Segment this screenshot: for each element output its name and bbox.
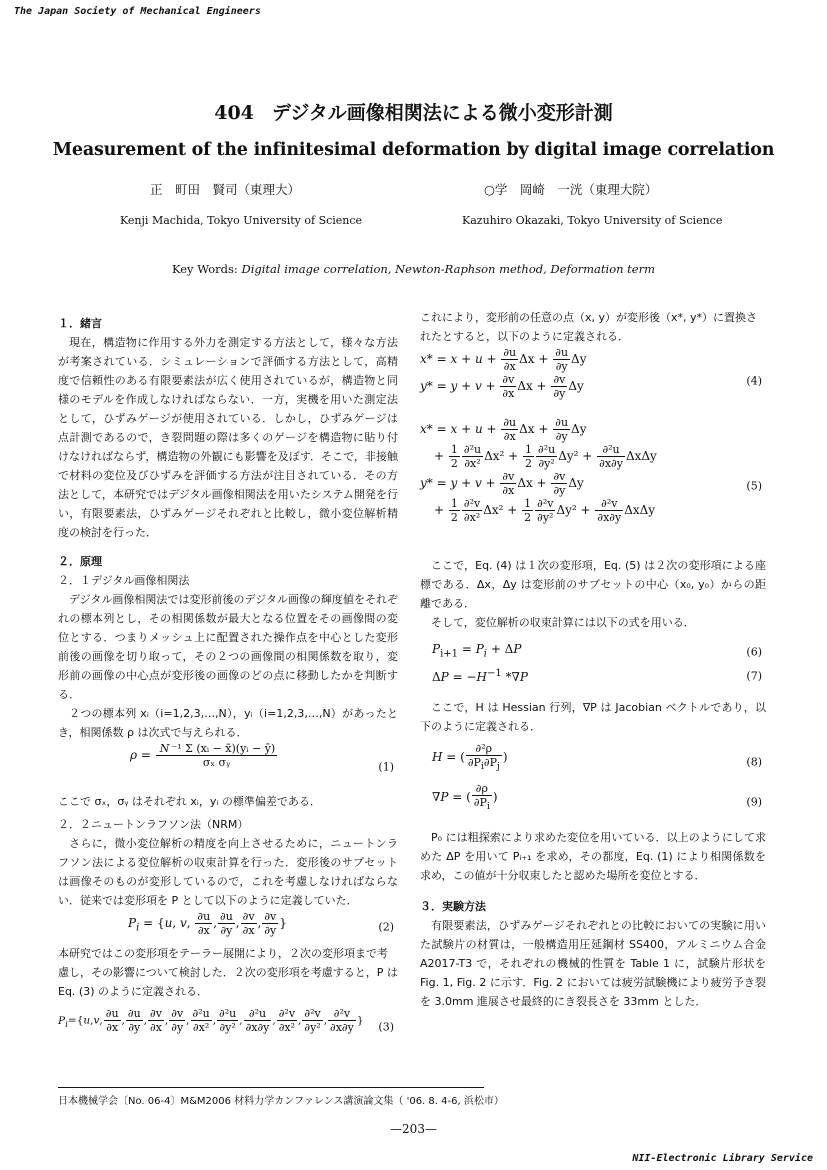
equation-5-number: (5)	[746, 479, 762, 493]
right-column	[420, 308, 766, 1011]
experiment-paragraph: 有限要素法，ひずみゲージそれぞれとの比較においての実験に用いた試験片の材質は，一般構造用圧延鋼材 SS400，アルミニウム合金 A2017-T3 で，それぞれの機械的性質を Table 1 に，試験片形状を Fig. 1, Fig. 2 に示す．Fig. 2 においては疲労試験機により疲労予き裂を 3.0mm 進展させ最終的にき裂長さを 33mm とした．	[420, 919, 766, 1008]
std-paragraph: ここで σₓ，σᵧ はそれぞれ xᵢ，yᵢ の標準偏差である．	[58, 795, 321, 808]
society-header: The Japan Society of Mechanical Engineers	[14, 6, 261, 17]
equation-5: x* = x + u + $\frac{\partial u}{\partial x}$ Δx + $\frac{\partial u}{\partial y}$ Δy + $\frac{1}{2}$ $\frac{\text{∂²u}}{\text{∂x²}}$ Δx² + $\frac{1}{2}$ $\frac{\text{∂²u}}{\text{∂y²}}$ Δy² + $\frac{\text{∂²u}}{\partial x\partial y}$ ΔxΔy y* = y + v + $\frac{\partial v}{\partial x}$ Δx + $\frac{\partial v}{\partial y}$ Δy + $\frac{1}{2}$ $\frac{\text{∂²v}}{\text{∂x²}}$ Δx² + $\frac{1}{2}$ $\frac{\text{∂²v}}{\text{∂y²}}$ Δy² + $\frac{\text{∂²v}}{\partial x\partial y}$ ΔxΔy (5)	[420, 416, 762, 524]
footnote-rule	[58, 1087, 484, 1088]
paper-title	[0, 98, 827, 125]
subsection-dic-heading: ２．１デジタル画像相関法	[58, 574, 190, 587]
author-2-ja: ○学 岡崎 一洸（東理大院）	[484, 182, 658, 197]
intro-paragraph: 現在，構造物に作用する外力を測定する方法として，様々な方法が考案されている．シミュレーションで評価する方法として，高精度で信頼性のある有限要素法が広く使用されているが，構造物と同様のモデルを作成しなければならない．一方，実機を用いた測定法として，ひずみゲージが使用されている．しかし，ひずみゲージは点計測であるので，き裂問題の際は多くのゲージを構造物に貼り付けなければならず，構造物の外観にも影響を及ぼす．そこで，非接触で材料の変位及びひずみを評価する方法が注目されている．その方法として，本研究ではデジタル画像相関法を用いたシステム開発を行い，有限要素法，ひずみゲージそれぞれと比較し，微小変位解析精度の検討を行った．	[58, 336, 398, 539]
paper-number: 404	[214, 102, 254, 124]
keywords	[0, 262, 827, 276]
equation-9: ∇P = ( $\frac{\partial\rho}{\partial P_i}$ ) (9)	[432, 782, 762, 813]
dic-paragraph: デジタル画像相関法では変形前後のデジタル画像の輝度値をそれぞれの標本列とし，その相関係数が最大となる位置をその画像間の変位とする．つまりメッシュ上に配置された操作点を中心とした変形前後の画像を切り取って，その２つの画像間の相関係数を取り，変形前の画像の中心点が変形後の画像のどの点に移動したかを判断する．	[58, 593, 398, 701]
keywords-label: Key Words:	[171, 262, 242, 276]
equation-3: $P_i=\{u,v$, $\frac{\partial u}{\partial x}$ , $\frac{\partial u}{\partial y}$ , $\frac{\partial v}{\partial x}$ , $\frac{\partial v}{\partial y}$ , $\frac{\text{∂²u}}{\text{∂x²}}$ , $\frac{\text{∂²u}}{\text{∂y²}}$ , $\frac{\text{∂²u}}{\partial x\partial y}$ , $\frac{\text{∂²v}}{\text{∂x²}}$ , $\frac{\text{∂²v}}{\text{∂y²}}$ , $\frac{\text{∂²v}}{\partial x\partial y}$ } (3)	[58, 1007, 398, 1047]
page-number: —203—	[390, 1122, 437, 1136]
author-1-ja: 正 町田 賢司（東理大）	[150, 182, 301, 197]
library-footer: NII-Electronic Library Service	[632, 1153, 813, 1164]
equation-7-number: (7)	[746, 669, 762, 683]
author-2-en: Kazuhiro Okazaki, Tokyo University of Science	[462, 214, 723, 227]
section-experiment-heading: ３．実験方法	[420, 900, 486, 913]
equation-8: H = ( $\frac{\text{∂²ρ}}{\partial P_i\partial P_j}$ ) (8)	[432, 742, 762, 773]
taylor-paragraph: 本研究ではこの変形項をテーラー展開により，２次の変形項まで考慮し，その影響について検討した．２次の変形項を考慮すると，P は Eq. (3) のように定義される．	[58, 947, 398, 998]
equation-8-number: (8)	[746, 755, 762, 769]
mapping-paragraph: これにより，変形前の任意の点（x, y）が変形後（x*, y*）に置換されたとすると，以下のように定義される．	[420, 311, 758, 343]
subsection-nrm-heading: ２．２ニュートンラフソン法（NRM）	[58, 818, 249, 831]
title-en: Measurement of the infinitesimal deformation by digital image correlation	[52, 140, 775, 160]
proceedings-footnote: 日本機械学会〔No. 06-4〕M&M2006 材料力学カンファレンス講演論文集（ '06. 8. 4-6, 浜松市）	[58, 1096, 504, 1107]
equation-2-number: (2)	[378, 920, 394, 934]
left-column	[58, 308, 398, 1047]
equation-7: $\Delta P = -H^{-1}$ *∇P (7)	[432, 668, 762, 684]
equation-1: ρ = $\frac{\text{N ⁻¹ Σ (xᵢ − x̄)(yᵢ − ȳ)}}{\text{σₓ σᵧ}}$ (1)	[130, 742, 398, 792]
title-ja: デジタル画像相関法による微小変形計測	[271, 102, 613, 124]
keywords-list: Digital image correlation, Newton-Raphson method, Deformation term	[241, 262, 656, 276]
order-paragraph: ここで，Eq. (4) は１次の変形項，Eq. (5) は２次の変形項による座標である．Δx，Δy は変形前のサブセットの中心（x₀, y₀）からの距離である．	[420, 559, 766, 610]
equation-6: $P_{i+1} = P_i + \Delta P$ (6)	[432, 640, 766, 664]
equation-4: x* = x + u + $\frac{\partial u}{\partial x}$ Δx + $\frac{\partial u}{\partial y}$ Δy y* = y + v + $\frac{\partial v}{\partial x}$ Δx + $\frac{\partial v}{\partial y}$ Δy (4)	[420, 346, 762, 400]
equation-3-number: (3)	[378, 1020, 394, 1034]
equation-2: $P_i = \{u$, v, $\frac{\partial u}{\partial x}$ , $\frac{\partial u}{\partial y}$ , $\frac{\partial v}{\partial x}$ , $\frac{\partial v}{\partial y}$ } (2)	[128, 910, 394, 937]
section-principle-heading: ２．原理	[58, 555, 102, 568]
equation-6-number: (6)	[746, 645, 762, 659]
equation-1-number: (1)	[378, 760, 394, 774]
author-1-en: Kenji Machida, Tokyo University of Science	[120, 214, 363, 227]
sample-paragraph: ２つの標本列 xᵢ（i=1,2,3,…,N），yᵢ（i=1,2,3,…,N）があったとき，相関係数 ρ は次式で与えられる．	[58, 707, 398, 739]
hessian-paragraph: ここで，H は Hessian 行列，∇P は Jacobian ベクトルであり，以下のように定義される．	[420, 701, 766, 733]
section-intro-heading: １．緒言	[58, 317, 102, 330]
equation-9-number: (9)	[746, 795, 762, 809]
equation-4-number: (4)	[746, 374, 762, 388]
nrm-paragraph: さらに，微小変位解析の精度を向上させるために，ニュートンラフソン法による変位解析の収束計算を行った．変形後のサブセットは画像そのものが変形しているので，これを考慮しなければならない．従来では変形項を P として以下のように定義していた．	[58, 837, 398, 907]
iteration-paragraph: そして，変位解析の収束計算には以下の式を用いる．	[431, 616, 695, 629]
convergence-paragraph: P₀ には粗探索により求めた変位を用いている．以上のようにして求めた ΔP を用いて Pᵢ₊₁ を求め，その都度，Eq. (1) により相関係数を求め，この値が十分収束したと認めた場所を変位とする．	[420, 831, 766, 882]
